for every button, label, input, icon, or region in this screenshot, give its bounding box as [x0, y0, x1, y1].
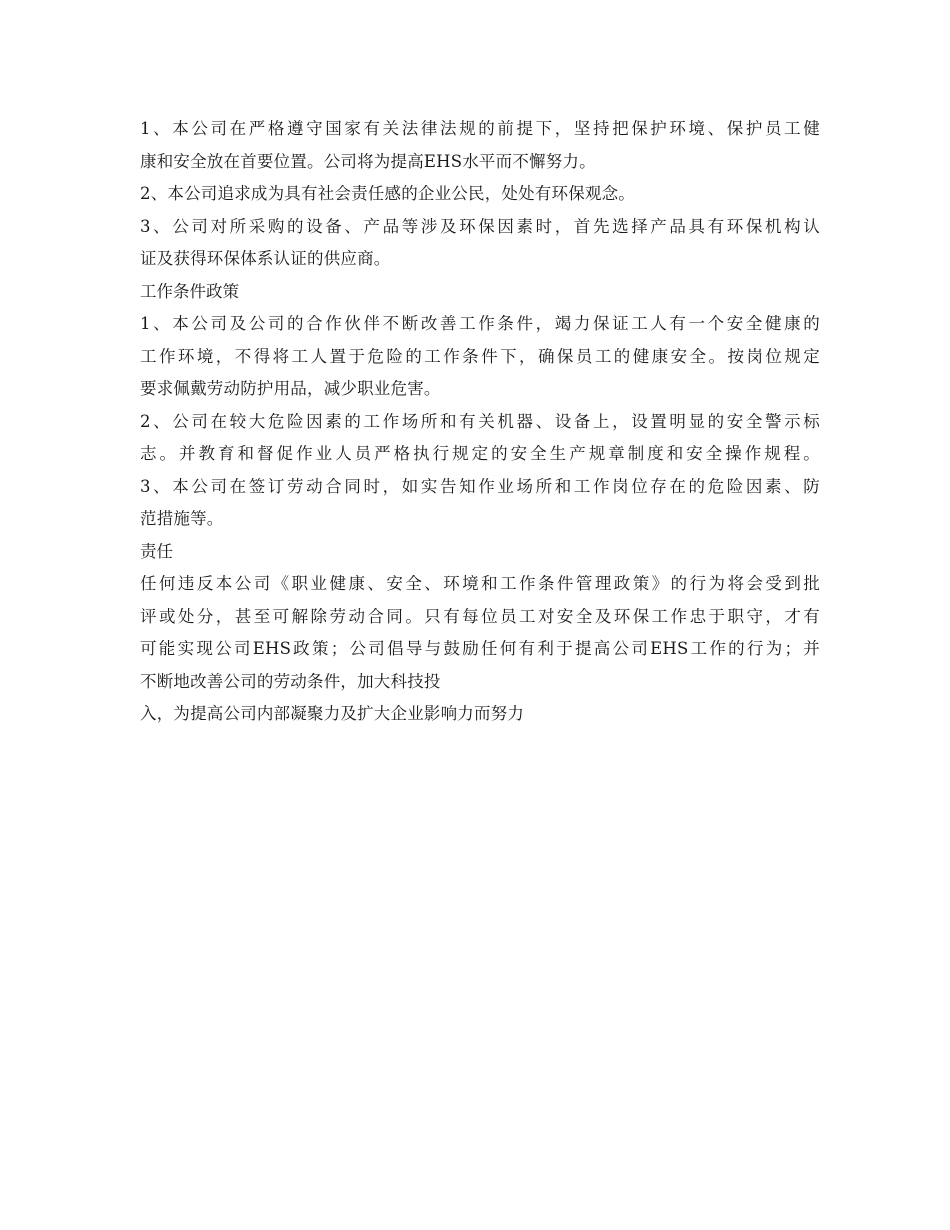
- work-conditions-line-4: 2、公司在较大危险因素的工作场所和有关机器、设备上，设置明显的安全警示标: [140, 411, 820, 431]
- work-conditions-line-5: 志。并教育和督促作业人员严格执行规定的安全生产规章制度和安全操作规程。: [140, 444, 820, 463]
- work-conditions-line-7: 范措施等。: [140, 509, 224, 528]
- section-heading-work-conditions: 工作条件政策: [140, 281, 239, 301]
- section-heading-responsibility: 责任: [140, 541, 173, 561]
- work-conditions-line-3: 要求佩戴劳动防护用品，减少职业危害。: [140, 379, 441, 398]
- document-body: [140, 113, 820, 731]
- responsibility-line-4: 不断地改善公司的劳动条件，加大科技投: [140, 671, 441, 691]
- responsibility-line-5: 入，为提高公司内部凝聚力及扩大企业影响力而努力: [140, 704, 525, 723]
- work-conditions-line-6: 3、本公司在签订劳动合同时，如实告知作业场所和工作岗位存在的危险因素、防: [140, 476, 820, 496]
- policy-line-1: 1、本公司在严格遵守国家有关法律法规的前提下，坚持把保护环境、保护员工健: [140, 119, 820, 138]
- policy-line-2: 康和安全放在首要位置。公司将为提高EHS水平而不懈努力。: [140, 151, 596, 171]
- policy-line-3: 2、本公司追求成为具有社会责任感的企业公民，处处有环保观念。: [140, 184, 635, 203]
- policy-line-4: 3、公司对所采购的设备、产品等涉及环保因素时，首先选择产品具有环保机构认: [140, 216, 820, 236]
- responsibility-line-1: 任何违反本公司《职业健康、安全、环境和工作条件管理政策》的行为将会受到批: [140, 574, 820, 593]
- policy-line-5: 证及获得环保体系认证的供应商。: [140, 249, 391, 268]
- responsibility-line-3: 可能实现公司EHS政策；公司倡导与鼓励任何有利于提高公司EHS工作的行为；并: [140, 639, 820, 658]
- work-conditions-line-2: 工作环境，不得将工人置于危险的工作条件下，确保员工的健康安全。按岗位规定: [140, 346, 820, 366]
- work-conditions-line-1: 1、本公司及公司的合作伙伴不断改善工作条件，竭力保证工人有一个安全健康的: [140, 314, 820, 333]
- responsibility-line-2: 评或处分，甚至可解除劳动合同。只有每位员工对安全及环保工作忠于职守，才有: [140, 606, 820, 626]
